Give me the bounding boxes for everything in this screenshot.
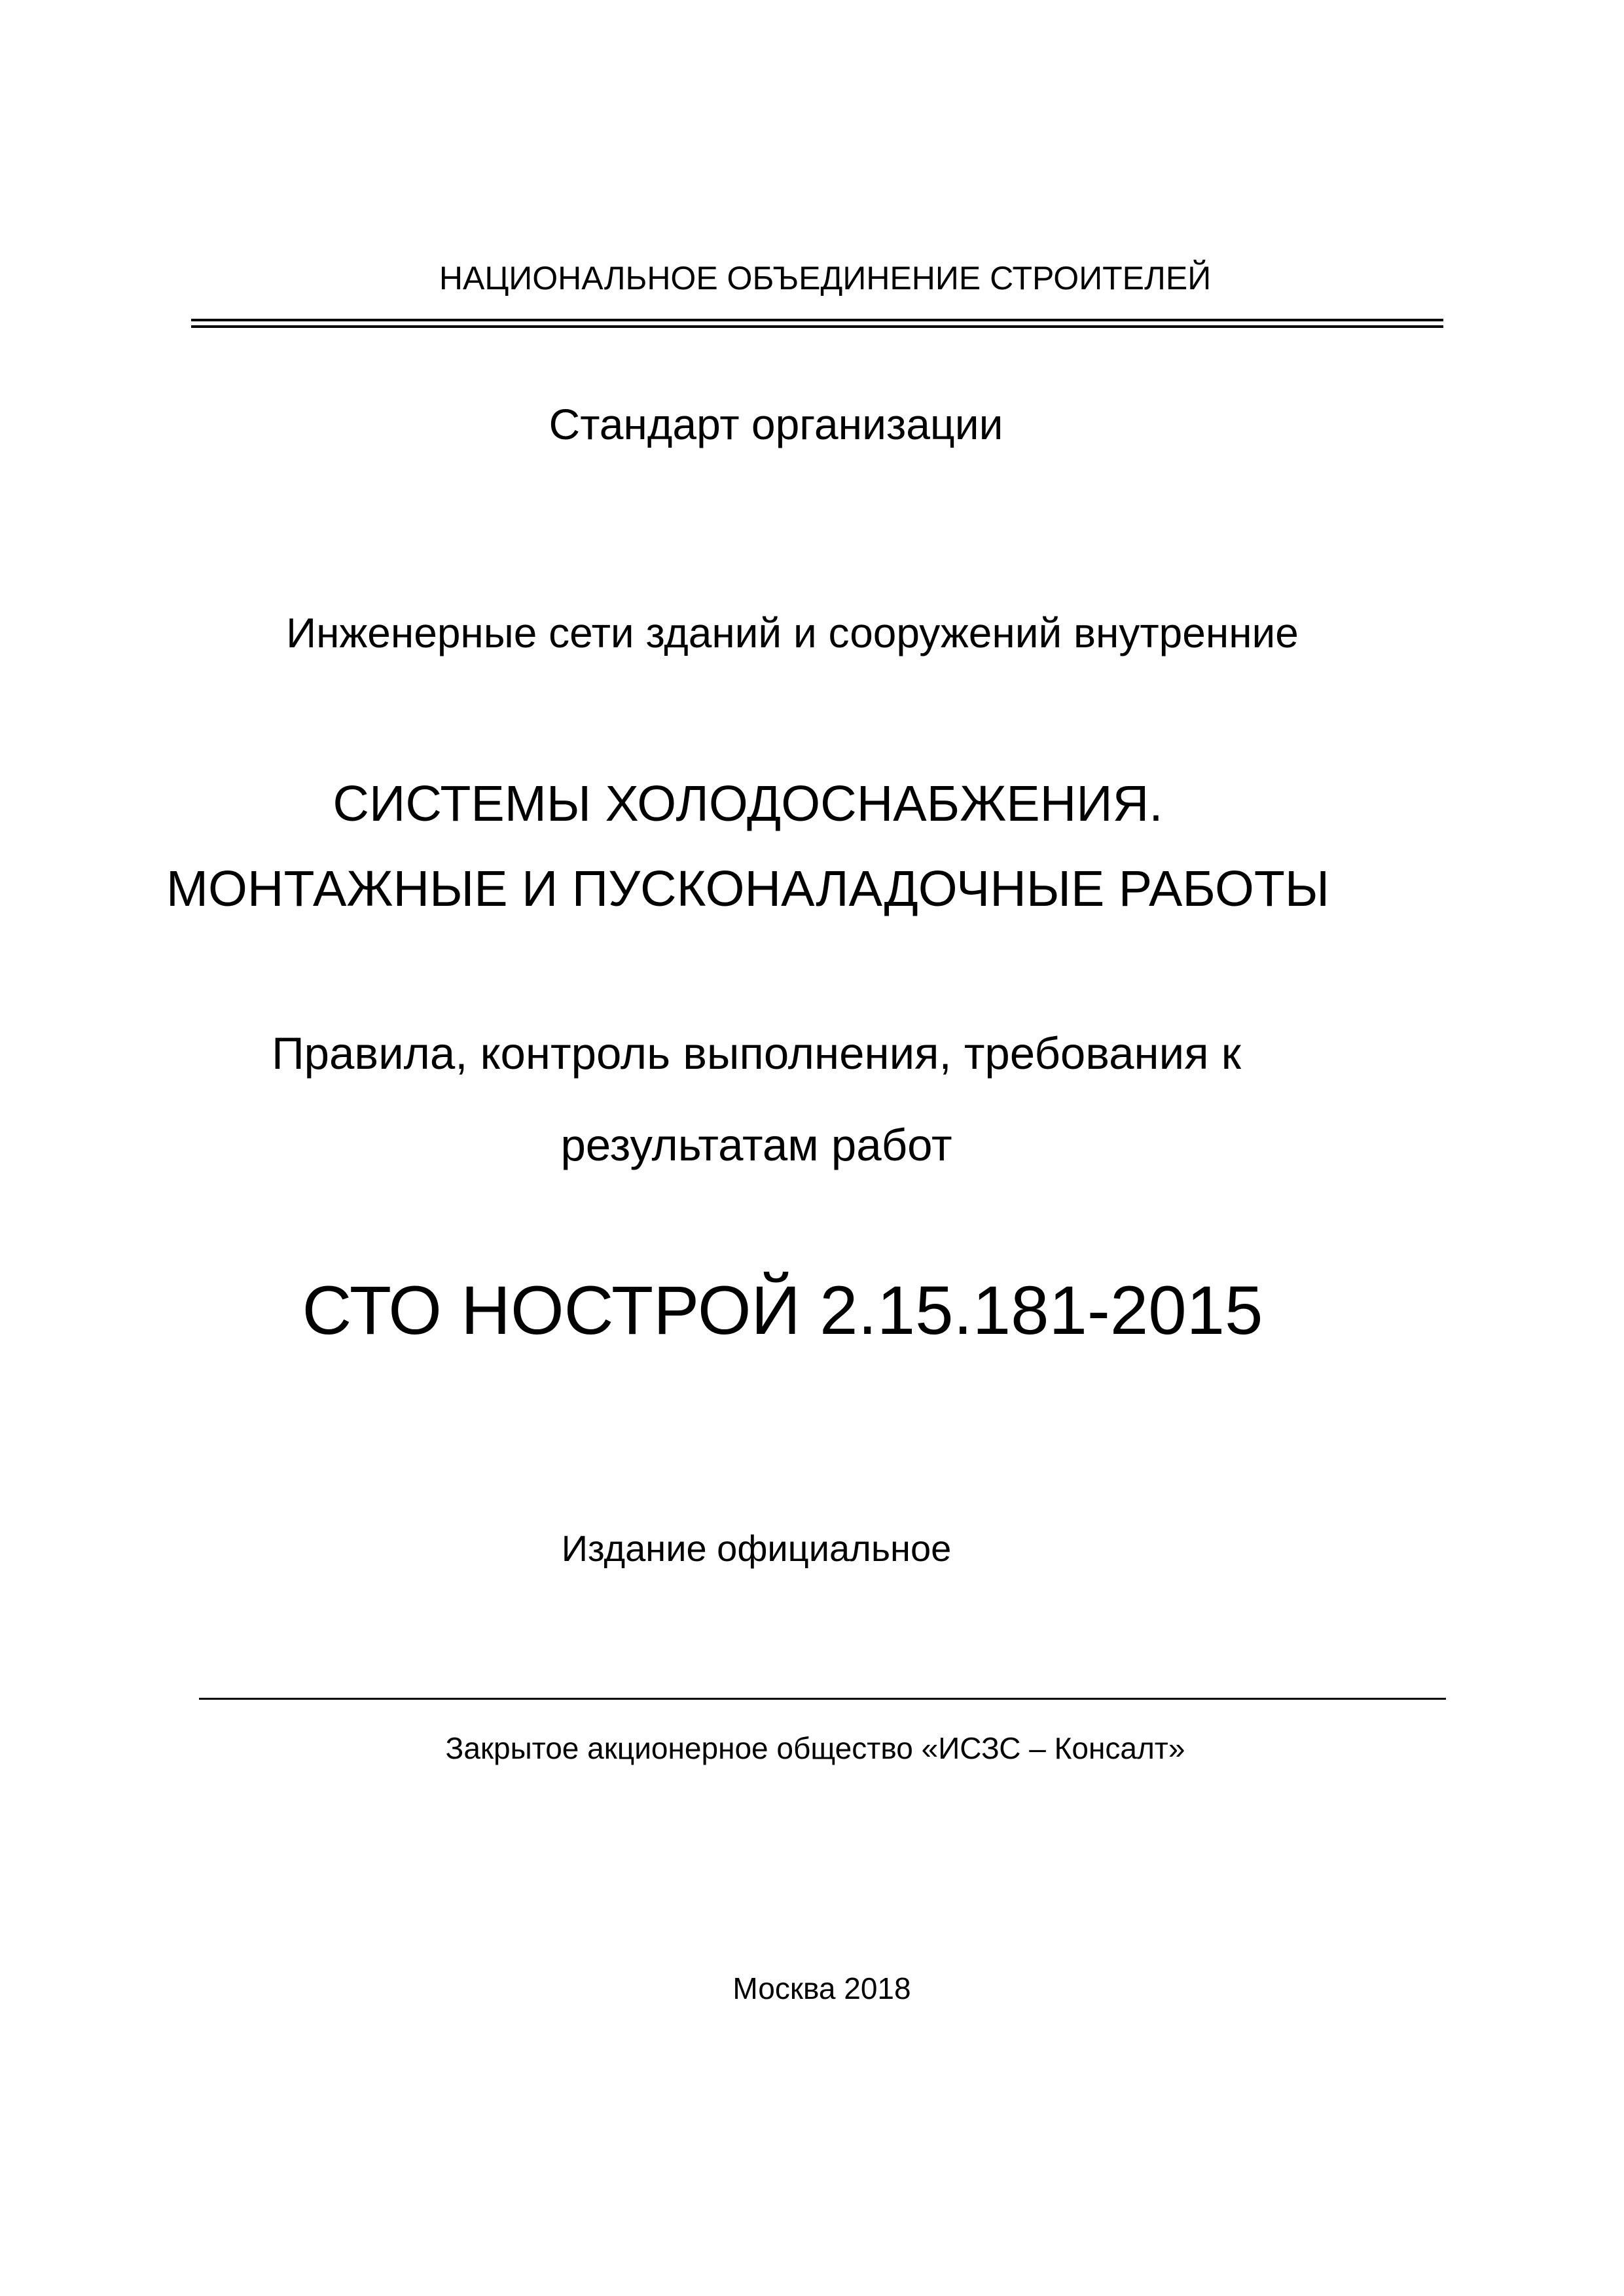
document-type: Стандарт организации <box>549 400 1003 448</box>
city-year: Москва 2018 <box>732 1971 911 2005</box>
organization-name: НАЦИОНАЛЬНОЕ ОБЪЕДИНЕНИЕ СТРОИТЕЛЕЙ <box>439 260 1212 296</box>
document-series: Инженерные сети зданий и сооружений внутренние <box>286 609 1299 656</box>
header-rule-upper <box>191 319 1443 321</box>
document-subtitle-line-2: результатам работ <box>560 1120 952 1170</box>
edition-note: Издание официальное <box>561 1528 952 1569</box>
publisher: Закрытое акционерное общество «ИСЗС – Консалт» <box>445 1731 1185 1765</box>
header-rule-lower <box>191 325 1443 328</box>
footer-rule <box>199 1698 1446 1700</box>
document-title-line-2: МОНТАЖНЫЕ И ПУСКОНАЛАДОЧНЫЕ РАБОТЫ <box>166 861 1330 917</box>
document-designation: СТО НОСТРОЙ 2.15.181-2015 <box>302 1272 1263 1349</box>
document-title-line-1: СИСТЕМЫ ХОЛОДОСНАБЖЕНИЯ. <box>333 776 1163 832</box>
document-subtitle-line-1: Правила, контроль выполнения, требования к <box>272 1028 1241 1079</box>
